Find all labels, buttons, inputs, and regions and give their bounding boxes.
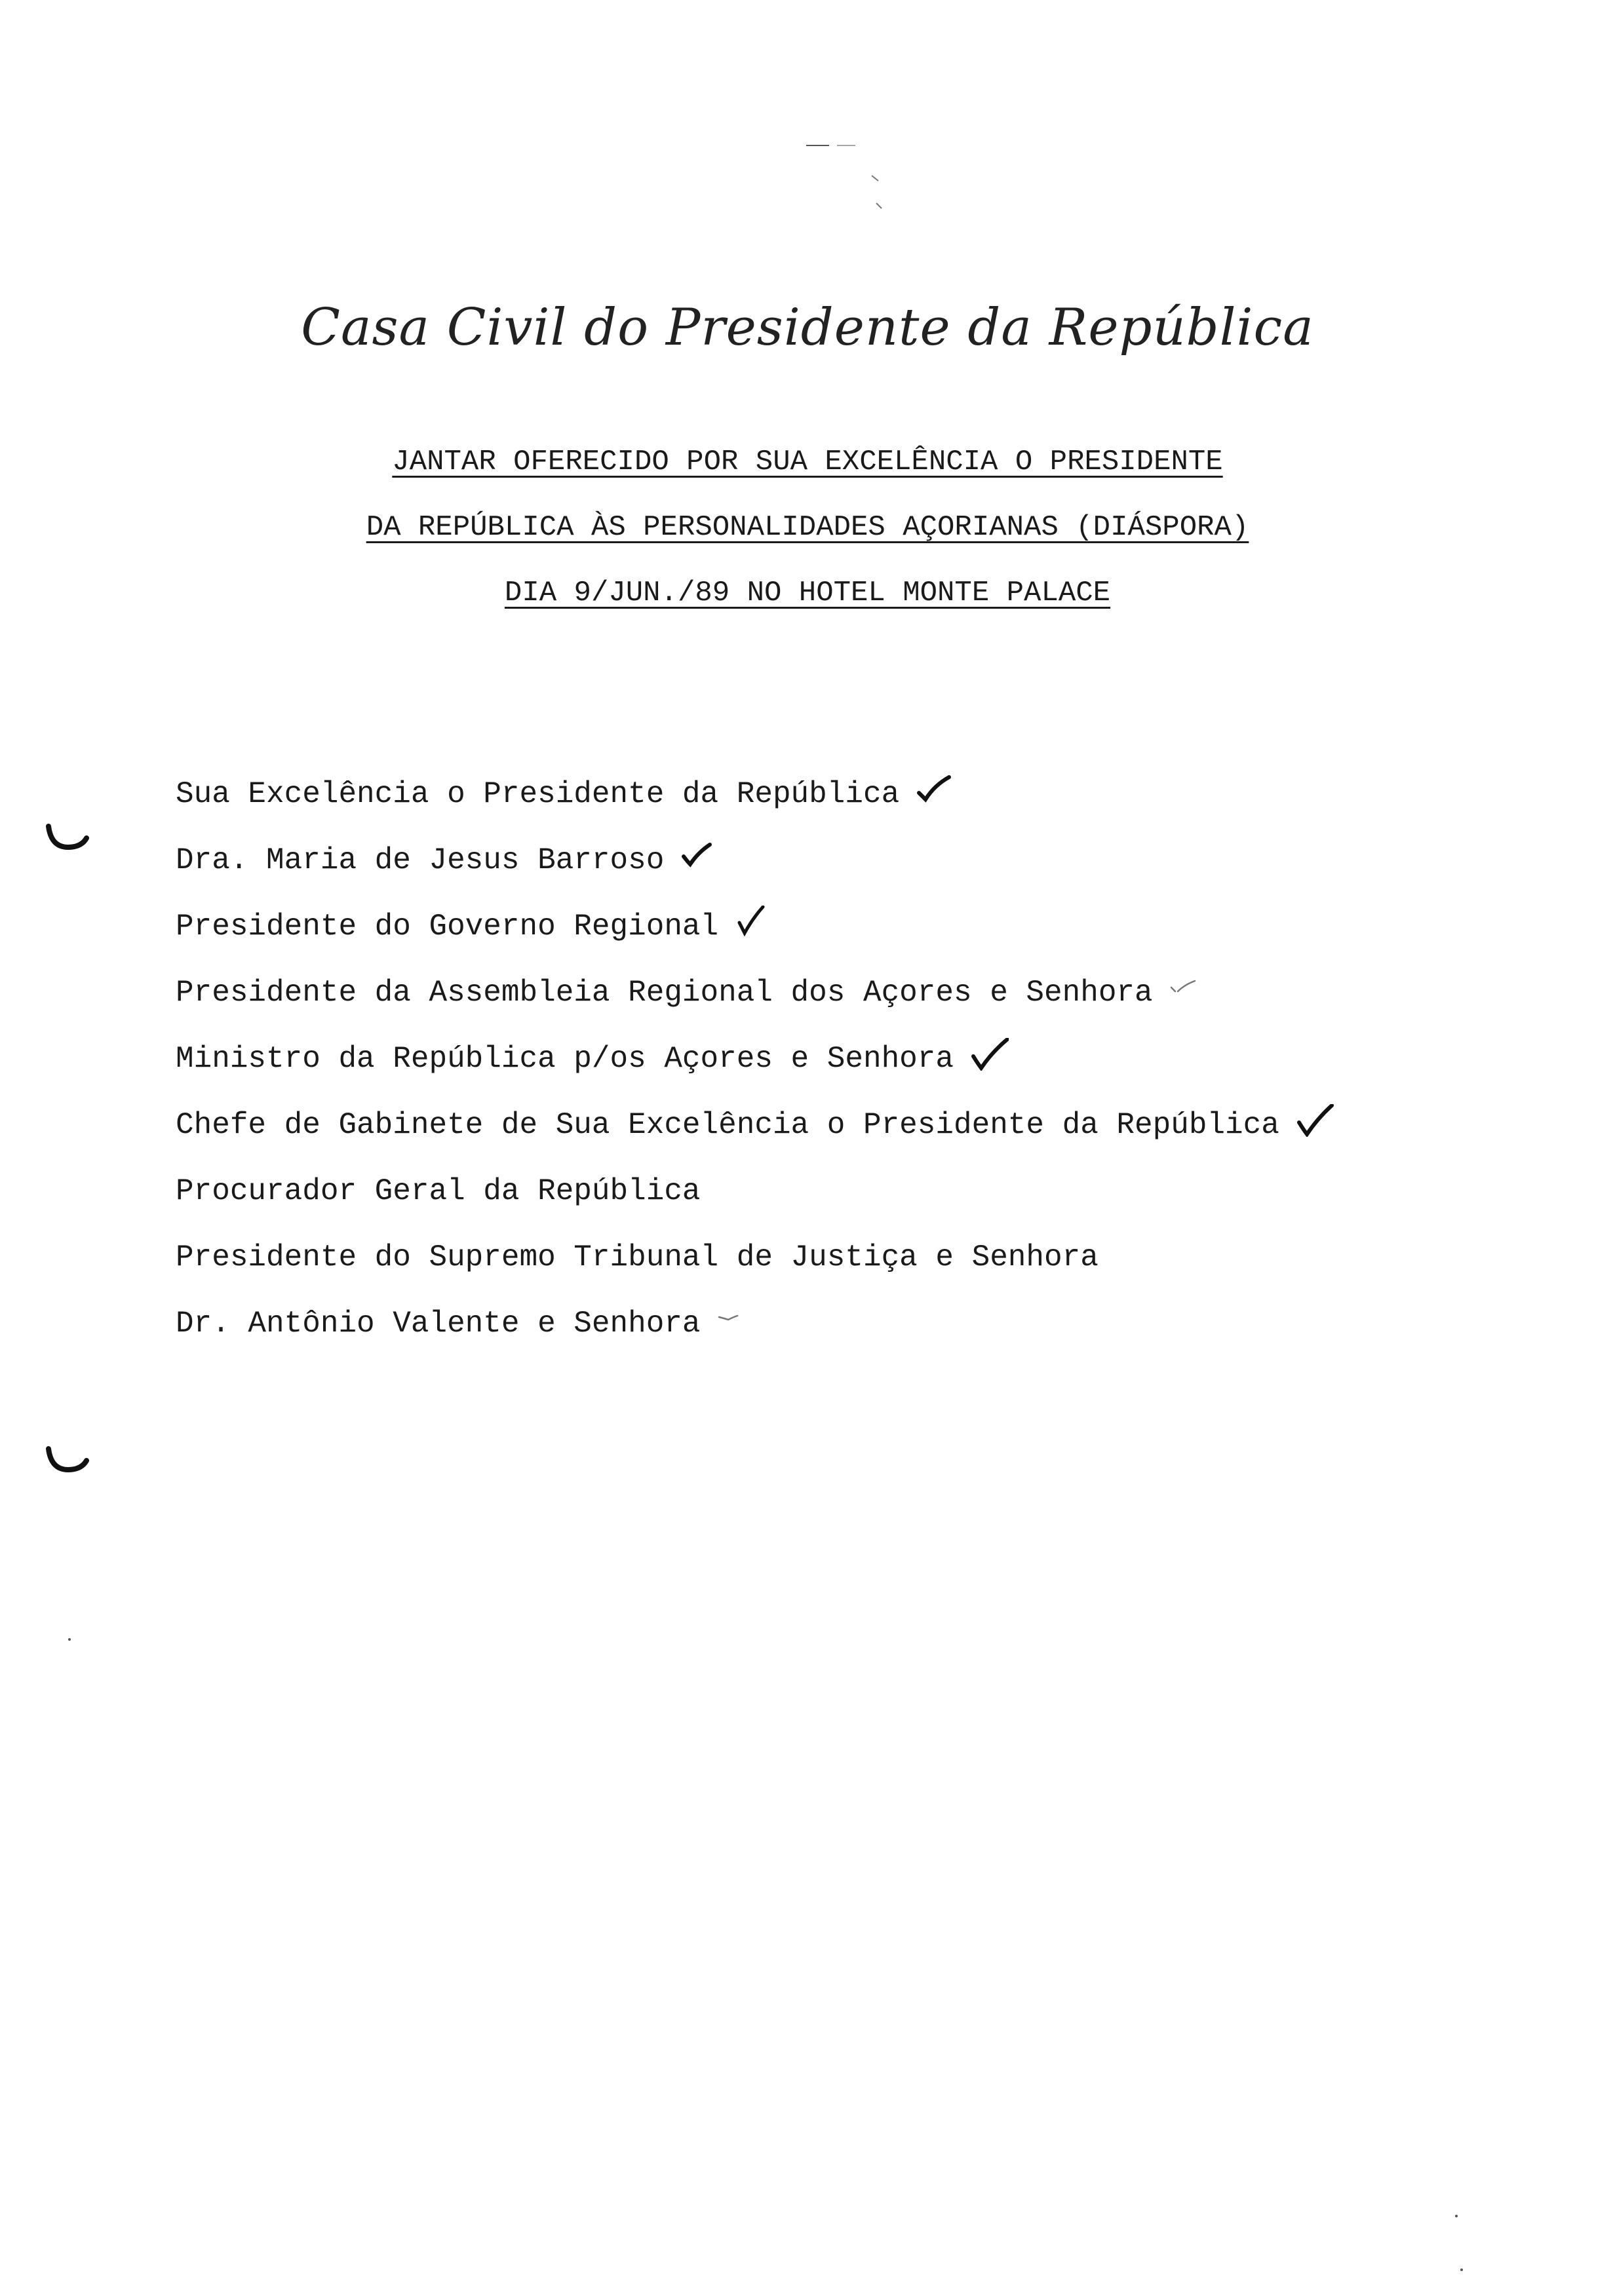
guest-name: Dr. Antônio Valente e Senhora	[176, 1307, 701, 1341]
scan-speck	[68, 1638, 71, 1641]
guest-name: Procurador Geral da República	[176, 1174, 701, 1208]
heading-line-2: DA REPÚBLICA ÀS PERSONALIDADES AÇORIANAS (DIÁSPORA)	[366, 511, 1249, 544]
guest-item	[176, 1303, 1334, 1369]
punch-hole-mark-icon	[45, 822, 90, 852]
letterhead: Casa Civil do Presidente da República	[301, 298, 1314, 357]
faint-tick-icon	[716, 1303, 756, 1335]
guest-item	[176, 906, 1334, 972]
check-mark-icon	[1295, 1104, 1334, 1137]
guest-item	[176, 1104, 1334, 1170]
scribble-marks	[803, 138, 908, 223]
guest-name: Presidente do Supremo Tribunal de Justiça e Senhora	[176, 1240, 1099, 1274]
guest-item	[176, 839, 1334, 906]
faint-tick-icon	[1169, 972, 1208, 1004]
guest-name: Presidente da Assembleia Regional dos Açores e Senhora	[176, 976, 1153, 1010]
guest-name: Sua Excelência o Presidente da República	[176, 777, 900, 811]
punch-hole-mark-icon	[45, 1445, 90, 1474]
scan-speck	[1460, 2268, 1463, 2271]
guest-name: Dra. Maria de Jesus Barroso	[176, 843, 665, 877]
guest-name: Presidente do Governo Regional	[176, 909, 719, 944]
check-mark-icon	[915, 773, 954, 806]
guest-item	[176, 1236, 1334, 1303]
heading-line-1: JANTAR OFERECIDO POR SUA EXCELÊNCIA O PRESIDENTE	[392, 446, 1223, 478]
guest-item	[176, 1170, 1334, 1236]
scan-speck	[1455, 2215, 1458, 2217]
guest-item	[176, 1038, 1334, 1104]
guest-name: Chefe de Gabinete de Sua Excelência o Presidente da República	[176, 1108, 1279, 1142]
guest-name: Ministro da República p/os Açores e Senhora	[176, 1042, 954, 1076]
guest-item	[176, 773, 1334, 839]
check-mark-icon	[734, 906, 773, 938]
check-mark-icon	[969, 1038, 1009, 1071]
check-mark-icon	[680, 839, 719, 872]
heading-line-3: DIA 9/JUN./89 NO HOTEL MONTE PALACE	[504, 577, 1111, 609]
guest-item	[176, 972, 1334, 1038]
guest-list	[176, 773, 1334, 1369]
